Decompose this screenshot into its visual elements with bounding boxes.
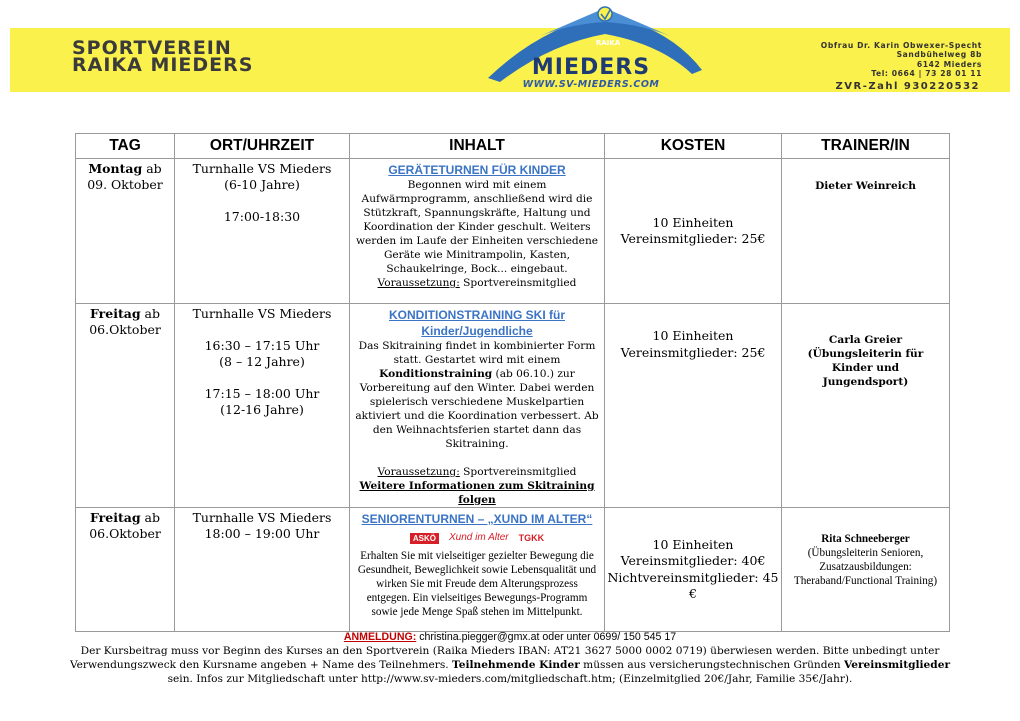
trainer-cell [782,159,950,304]
day-date: 06.Oktober [89,322,161,337]
trainer-role: (Übungsleiterin für Kinder und Jungendsport) [807,348,924,388]
requirement [354,276,600,290]
payment-info [60,644,960,686]
zvr-number: ZVR-Zahl 930220532 [835,81,980,92]
day-name: Freitag [90,306,141,321]
day-name: Freitag [90,510,141,525]
header-inhalt: INHALT [350,134,605,159]
registration-line [60,630,960,644]
cost-cell [605,304,782,508]
time-slot: 17:15 – 18:00 Uhr [204,386,320,401]
trainer-name: Rita Schneeberger [821,533,910,545]
day-cell [76,508,175,632]
place-name: Turnhalle VS Mieders [192,161,332,176]
description-highlight: Konditionstraining [379,368,493,380]
content-cell [350,159,605,304]
course-description: Begonnen wird mit einem Aufwärmprogramm, anschließend wird die Stützkraft, Spannungskräfte, Haltung und Koordination der Kinder geschult. Weiters werden im Laufe der Einheiten verschiedene Geräte wie Minitrampolin, Kasten, Schaukelringe, Bock... eingebaut. [355,179,599,275]
day-name: Montag [88,161,143,176]
logo-mieders-text: MIEDERS [531,55,651,80]
registration-label: ANMELDUNG: [343,631,417,643]
day-suffix: ab [142,161,162,176]
time-slot: 18:00 – 19:00 Uhr [204,526,320,541]
age-group: (8 – 12 Jahre) [219,354,305,369]
place-name: Turnhalle VS Mieders [192,306,332,321]
table-row [76,508,950,632]
table-header-row [76,134,950,159]
requirement [354,465,600,479]
club-name [72,37,254,76]
place-cell [175,508,350,632]
asko-logo: ASKÖ [410,533,439,544]
cost-nonmember: Nichtvereinsmitglieder: 45 € [607,569,779,601]
header-ort-uhrzeit: ORT/UHRZEIT [175,134,350,159]
cost-units: 10 Einheiten [652,328,734,343]
trainer-name: Dieter Weinreich [815,180,916,192]
cost-units: 10 Einheiten [652,214,734,230]
payment-text: Der Kursbeitrag muss vor Beginn des Kurses an den Sportverein (Raika Mieders IBAN: AT21 3627 5000 0002 0719) überwiesen werden. Bitte unbedingt unter Verwendungszweck den Kursname angeben + Name des Teilnehmers. [69,645,940,671]
course-description [354,339,600,451]
description-part: Das Skitraining findet in kombinierter Form statt. Gestartet wird mit einem [358,340,596,366]
requirement-value: Sportvereinsmitglied [459,277,577,289]
table-row [76,304,950,508]
description-part: (ab 06.10.) zur Vorbereitung auf den Winter. Dabei werden spielerisch verschiedene Muskelpartien aktiviert und die Koordination verbessert. Ab den Weihnachtsferien startet dann das Skitraining. [355,368,599,450]
trainer-name: Carla Greier [828,334,903,346]
header-trainer: TRAINER/IN [782,134,950,159]
requirement-value: Sportvereinsmitglied [459,466,577,478]
course-description: Erhalten Sie mit vielseitiger gezielter Bewegung die Gesundheit, Beweglichkeit sowie Lebensqualität und wirken Sie mit Freude dem Alterungsprozess entgegen. Ein vielseitiges Bewegungs-Programm sowie jede Menge Spaß stehen im Mittelpunkt. [357,550,597,618]
cost-units: 10 Einheiten [652,536,734,552]
trainer-cell [782,508,950,632]
club-name-line2: RAIKA MIEDERS [72,54,254,76]
age-group: (6-10 Jahre) [224,177,300,192]
cost-member: Vereinsmitglieder: 25€ [620,231,766,246]
requirement-label: Voraussetzung: [377,466,460,478]
contact-line: 6142 Mieders [916,59,982,69]
place-cell [175,159,350,304]
day-suffix: ab [140,306,160,321]
day-cell [76,159,175,304]
header-tag: TAG [76,134,175,159]
time-slot: 17:00-18:30 [223,209,301,224]
cost-member: Vereinsmitglieder: 25€ [620,344,766,360]
header-kosten: KOSTEN [605,134,782,159]
xund-im-alter-logo: Xund im Alter [448,532,509,543]
payment-highlight: Teilnehmende Kinder [452,659,580,671]
payment-text: sein. Infos zur Mitgliedschaft unter http://www.sv-mieders.com/mitgliedschaft.htm; (Einzelmitglied 20€/Jahr, Familie 35€/Jahr). [167,673,853,685]
contact-line: Obfrau Dr. Karin Obwexer-Specht [820,41,982,50]
payment-text: müssen aus versicherungstechnischen Gründen [579,659,844,671]
requirement-label: Voraussetzung: [377,277,460,289]
contact-line: Tel: 0664 | 73 28 01 11 [871,69,982,79]
partner-logos [354,529,600,547]
place-name: Turnhalle VS Mieders [192,510,332,525]
trainer-cell [782,304,950,508]
club-name-line1: SPORTVEREIN [72,37,232,59]
content-cell [350,508,605,632]
day-date: 06.Oktober [89,526,161,541]
logo-url[interactable]: WWW.SV-MIEDERS.COM [522,79,660,90]
age-group: (12-16 Jahre) [220,402,304,417]
payment-highlight: Vereinsmitglieder [843,659,951,671]
table-row [76,159,950,304]
logo-raika-text: RAIKA [595,39,621,47]
course-title: GERÄTETURNEN FÜR KINDER [388,163,566,177]
course-title: KONDITIONSTRAINING SKI für Kinder/Jugendliche [389,308,565,338]
course-table [75,133,950,632]
more-info-note: Weitere Informationen zum Skitraining folgen [359,480,595,506]
content-cell [350,304,605,508]
place-cell [175,304,350,508]
time-slot: 16:30 – 17:15 Uhr [204,338,320,353]
course-title: SENIORENTURNEN – „XUND IM ALTER“ [361,512,593,526]
registration-contact[interactable]: christina.piegger@gmx.at oder unter 0699/ 150 545 17 [416,631,677,643]
tgkk-logo: TGKK [518,533,545,543]
trainer-role: (Übungsleiterin Senioren, Zusatzausbildungen: Theraband/Functional Training) [793,547,938,587]
footer-notes [60,630,960,686]
day-suffix: ab [140,510,160,525]
contact-line: Sandbühelweg 8b [896,50,982,60]
cost-member: Vereinsmitglieder: 40€ [620,553,766,568]
cost-cell [605,159,782,304]
day-cell [76,304,175,508]
cost-cell [605,508,782,632]
contact-block [821,41,982,79]
day-date: 09. Oktober [87,177,163,192]
